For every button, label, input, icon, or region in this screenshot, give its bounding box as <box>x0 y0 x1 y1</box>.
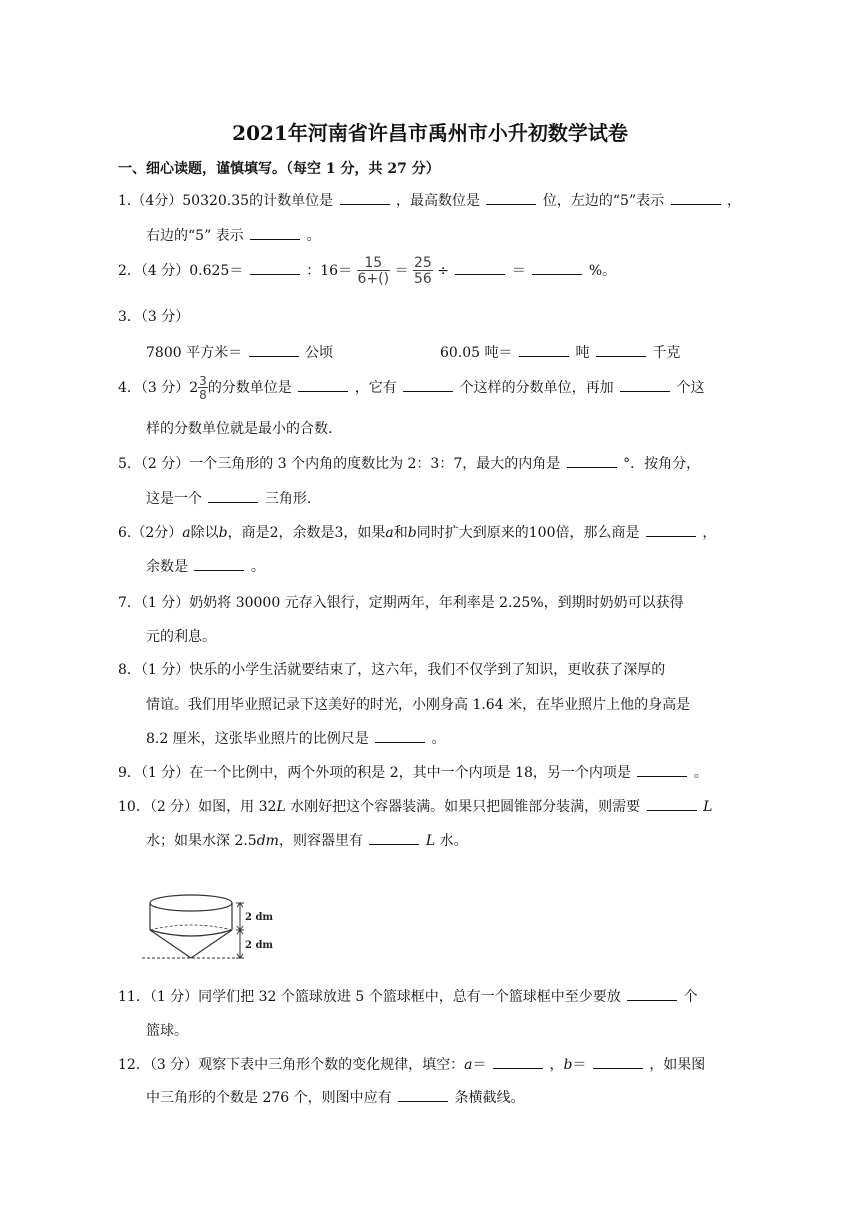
question-text: 7800 平方米＝ <box>146 345 243 361</box>
question-text: ，它有 <box>354 380 397 396</box>
question-text: 10．（2 分）如图，用 32 <box>118 799 277 815</box>
question-text: 个这 <box>676 380 705 396</box>
question-text: ，则容器里有 <box>278 833 363 849</box>
question-text: ＝ <box>511 263 526 279</box>
variable-b: b <box>407 525 417 541</box>
answer-blank[interactable] <box>194 558 244 571</box>
dim-label-top: 2 dm <box>245 912 274 923</box>
question-text: 8.2 厘米，这张毕业照片的比例尺是 <box>146 731 369 747</box>
question-text: 余数是 <box>146 559 188 575</box>
fraction-denominator: 6+() <box>357 271 390 287</box>
question-6-line-1 <box>118 522 716 542</box>
question-text: 个这样的分数单位，再加 <box>459 380 614 396</box>
answer-blank[interactable] <box>369 832 419 845</box>
cylinder-top-ellipse <box>150 895 232 911</box>
question-text: ＝ <box>472 1057 487 1073</box>
question-9 <box>118 762 708 782</box>
question-12-line-2 <box>146 1087 525 1107</box>
variable-a: a <box>385 525 394 541</box>
answer-blank[interactable] <box>208 490 258 503</box>
question-text: ＝ <box>572 1057 587 1073</box>
question-text: 的分数单位是 <box>207 380 292 396</box>
question-text: ， <box>702 525 717 541</box>
answer-blank[interactable] <box>250 262 300 275</box>
question-text: 1.（4分）50320.35的计数单位是 <box>118 193 334 209</box>
answer-blank[interactable] <box>627 988 677 1001</box>
unit-liter: L <box>276 799 286 815</box>
question-5-line-2 <box>146 488 311 508</box>
fraction-denominator: 56 <box>414 271 432 287</box>
question-text: ， <box>549 1057 564 1073</box>
question-8-line-1: 8．（1 分）快乐的小学生活就要结束了，这六年，我们不仅学到了知识，更收获了深厚的 <box>118 662 666 678</box>
answer-blank[interactable] <box>646 524 696 537</box>
question-text: 。 <box>693 765 708 781</box>
question-text: 公顷 <box>305 345 333 361</box>
question-text: 吨 <box>575 345 590 361</box>
question-text: 和 <box>393 525 408 541</box>
question-text: 。 <box>431 731 446 747</box>
answer-blank[interactable] <box>671 192 721 205</box>
question-1-line-1 <box>118 190 741 210</box>
question-text: 千克 <box>652 345 681 361</box>
question-text: ， <box>727 193 742 209</box>
question-text: 位，左边的“5”表示 <box>542 193 665 209</box>
question-text: 三角形. <box>264 491 312 507</box>
question-text: ：16＝ <box>306 263 353 279</box>
fraction-denominator: 8 <box>199 388 207 402</box>
answer-blank[interactable] <box>340 192 390 205</box>
question-text: 同时扩大到原来的100倍，那么商是 <box>416 525 640 541</box>
answer-blank[interactable] <box>647 798 697 811</box>
question-text: 4．（3 分）2 <box>118 380 199 396</box>
question-8-line-3 <box>146 728 446 748</box>
page-title: 2021年河南省许昌市禹州市小升初数学试卷 <box>232 121 628 145</box>
question-text: 中三角形的个数是 276 个，则图中应有 <box>146 1090 392 1106</box>
question-text: ÷ <box>437 263 450 279</box>
variable-a: a <box>464 1057 473 1073</box>
answer-blank[interactable] <box>298 379 348 392</box>
answer-blank[interactable] <box>403 379 453 392</box>
question-3-right <box>440 342 680 362</box>
question-5-line-1 <box>118 453 700 473</box>
question-text: 12．（3 分）观察下表中三角形个数的变化规律，填空： <box>118 1057 465 1073</box>
question-text: %。 <box>588 263 617 279</box>
question-text: 。 <box>250 559 265 575</box>
question-text: ，商是2，余数是3，如果 <box>227 525 386 541</box>
variable-b: b <box>218 525 228 541</box>
unit-liter: L <box>425 833 436 849</box>
question-text: ，最高数位是 <box>395 193 480 209</box>
question-text: 60.05 吨＝ <box>440 345 513 361</box>
question-1-line-2 <box>146 225 321 245</box>
question-text: 。 <box>306 228 321 244</box>
question-7-line-2: 元的利息。 <box>146 629 216 645</box>
answer-blank[interactable] <box>532 262 582 275</box>
fraction-15-over <box>357 256 391 286</box>
question-text: 个 <box>683 989 698 1005</box>
question-text: ＝ <box>394 263 409 279</box>
cylinder-bottom-curve <box>150 930 232 936</box>
section-heading: 一、细心读题，谨慎填写。（每空 1 分，共 27 分） <box>118 161 440 177</box>
question-4-line-1 <box>118 375 705 401</box>
question-text: ，如果图 <box>649 1057 706 1073</box>
answer-blank[interactable] <box>637 764 687 777</box>
answer-blank[interactable] <box>398 1089 448 1102</box>
answer-blank[interactable] <box>455 262 505 275</box>
answer-blank[interactable] <box>596 344 646 357</box>
question-6-line-2 <box>146 556 265 576</box>
question-text: 2．（4 分）0.625＝ <box>118 263 244 279</box>
question-3-heading: 3．（3 分） <box>118 309 190 325</box>
answer-blank[interactable] <box>493 1056 543 1069</box>
fraction-3-over-8 <box>198 375 208 401</box>
answer-blank[interactable] <box>620 379 670 392</box>
dim-label-bottom: 2 dm <box>245 940 274 951</box>
fraction-numerator: 15 <box>364 255 383 271</box>
question-12-line-1 <box>118 1054 705 1074</box>
answer-blank[interactable] <box>249 344 299 357</box>
question-10-line-1 <box>118 796 712 816</box>
question-7-line-1: 7．（1 分）奶奶将 30000 元存入银行，定期两年，年利率是 2.25%，到期时奶奶可以获得 <box>118 595 684 611</box>
answer-blank[interactable] <box>486 192 536 205</box>
question-text: 这是一个 <box>146 491 202 507</box>
fraction-numerator: 25 <box>414 255 432 271</box>
fraction-numerator: 3 <box>199 374 207 388</box>
question-3-left <box>146 342 333 362</box>
question-text: 9．（1 分）在一个比例中，两个外项的积是 2，其中一个内项是 18，另一个内项是 <box>118 765 631 781</box>
question-text: 11．（1 分）同学们把 32 个篮球放进 5 个篮球框中，总有一个篮球框中至少要放 <box>118 989 621 1005</box>
answer-blank[interactable] <box>375 730 425 743</box>
question-8-line-2: 情谊。我们用毕业照记录下这美好的时光，小刚身高 1.64 米，在毕业照片上他的身高是 <box>146 697 691 713</box>
variable-a: a <box>182 525 191 541</box>
question-4-line-2: 样的分数单位就是最小的合数. <box>146 421 333 437</box>
answer-blank[interactable] <box>567 455 617 468</box>
question-10-line-2 <box>146 830 468 850</box>
question-text: °．按角分， <box>623 456 701 472</box>
question-11-line-1 <box>118 986 698 1006</box>
cylinder-bottom-hidden <box>150 925 232 930</box>
question-text: 水；如果水深 2.5 <box>146 833 257 849</box>
question-text: 条横截线。 <box>454 1090 525 1106</box>
unit-decimeter: dm <box>256 833 279 849</box>
question-11-line-2: 篮球。 <box>146 1023 188 1039</box>
question-2 <box>118 256 616 286</box>
variable-b: b <box>563 1057 573 1073</box>
question-text: 5．（2 分）一个三角形的 3 个内角的度数比为 2：3：7，最大的内角是 <box>118 456 561 472</box>
question-text: 水刚好把这个容器装满。如果只把圆锥部分装满，则需要 <box>285 799 641 815</box>
question-text: 除以 <box>190 525 219 541</box>
question-text: 右边的“5” 表示 <box>146 228 244 244</box>
answer-blank[interactable] <box>593 1056 643 1069</box>
unit-liter: L <box>703 799 713 815</box>
container-figure <box>140 890 280 965</box>
answer-blank[interactable] <box>250 227 300 240</box>
answer-blank[interactable] <box>519 344 569 357</box>
fraction-25-over-56 <box>413 256 433 286</box>
question-text: 水。 <box>435 833 468 849</box>
question-text: 6.（2分） <box>118 525 183 541</box>
